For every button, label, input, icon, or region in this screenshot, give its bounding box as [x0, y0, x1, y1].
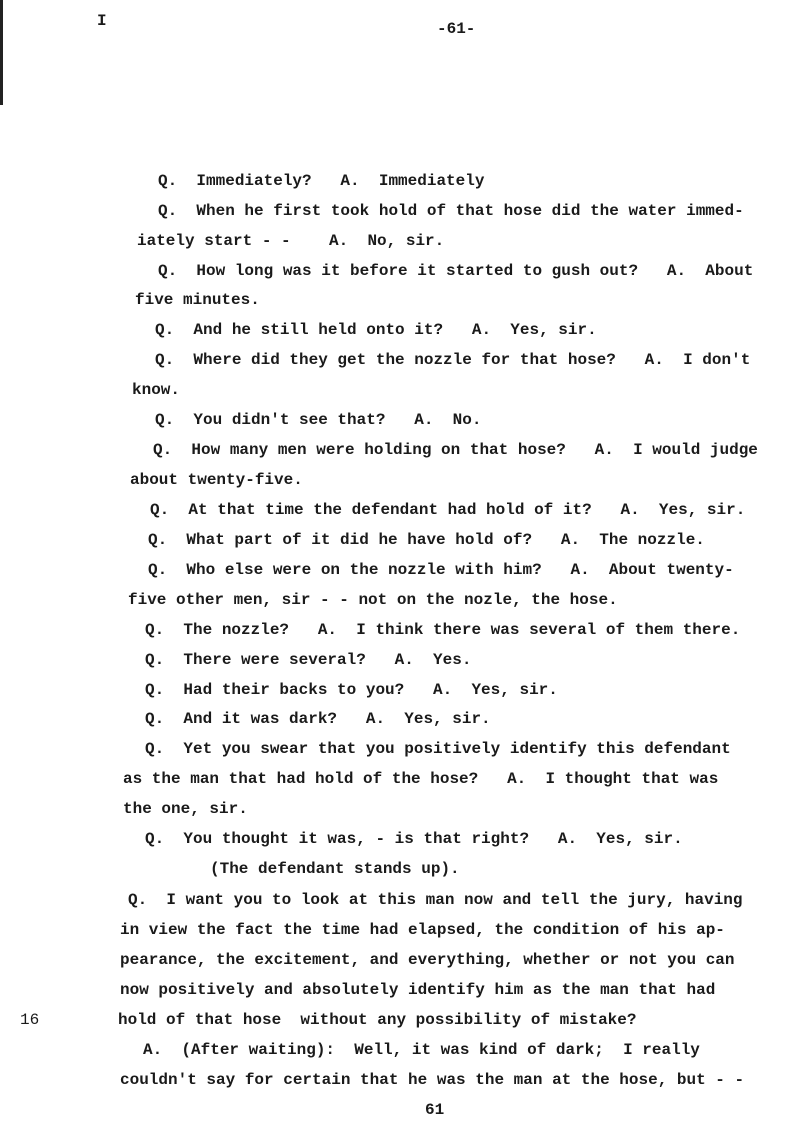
transcript-line: now positively and absolutely identify him as the man that had: [120, 981, 716, 999]
transcript-line: Q. How many men were holding on that hose? A. I would judge: [153, 441, 758, 459]
transcript-line: couldn't say for certain that he was the man at the hose, but - -: [120, 1071, 745, 1089]
transcript-line: pearance, the excitement, and everything, whether or not you can: [120, 951, 735, 969]
transcript-line: about twenty-five.: [130, 471, 303, 489]
transcript-line: iately start - - A. No, sir.: [137, 232, 445, 250]
transcript-line: in view the fact the time had elapsed, the condition of his ap-: [120, 921, 725, 939]
margin-note: 16: [20, 1011, 40, 1029]
transcript-line: know.: [132, 381, 181, 399]
transcript-line: Q. The nozzle? A. I think there was several of them there.: [145, 621, 741, 639]
transcript-line: Q. What part of it did he have hold of? A. The nozzle.: [148, 531, 705, 549]
transcript-line: A. (After waiting): Well, it was kind of dark; I really: [143, 1041, 700, 1059]
transcript-line: (The defendant stands up).: [210, 860, 460, 878]
transcript-line: Q. And he still held onto it? A. Yes, sir.: [155, 321, 597, 339]
transcript-line: Q. There were several? A. Yes.: [145, 651, 472, 669]
transcript-line: Q. Immediately? A. Immediately: [158, 172, 485, 190]
corner-mark: I: [97, 12, 107, 30]
transcript-line: Q. Yet you swear that you positively identify this defendant: [145, 740, 731, 758]
transcript-line: Q. How long was it before it started to gush out? A. About: [158, 262, 754, 280]
transcript-line: Q. You didn't see that? A. No.: [155, 411, 482, 429]
transcript-line: hold of that hose without any possibility of mistake?: [118, 1011, 637, 1029]
transcript-line: Q. Had their backs to you? A. Yes, sir.: [145, 681, 558, 699]
transcript-line: as the man that had hold of the hose? A. I thought that was: [123, 770, 719, 788]
page-footer-number: 61: [425, 1101, 445, 1119]
transcript-line: Q. You thought it was, - is that right? A. Yes, sir.: [145, 830, 683, 848]
page-header-number: -61-: [437, 20, 476, 38]
transcript-line: Q. At that time the defendant had hold of it? A. Yes, sir.: [150, 501, 746, 519]
transcript-line: Q. Where did they get the nozzle for that hose? A. I don't: [155, 351, 751, 369]
transcript-line: five other men, sir - - not on the nozle, the hose.: [128, 591, 618, 609]
transcript-line: Q. I want you to look at this man now and tell the jury, having: [128, 891, 743, 909]
transcript-line: five minutes.: [135, 291, 260, 309]
transcript-line: Q. Who else were on the nozzle with him? A. About twenty-: [148, 561, 734, 579]
transcript-line: Q. And it was dark? A. Yes, sir.: [145, 710, 491, 728]
scan-edge: [0, 0, 3, 105]
transcript-line: the one, sir.: [123, 800, 248, 818]
transcript-line: Q. When he first took hold of that hose did the water immed-: [158, 202, 744, 220]
